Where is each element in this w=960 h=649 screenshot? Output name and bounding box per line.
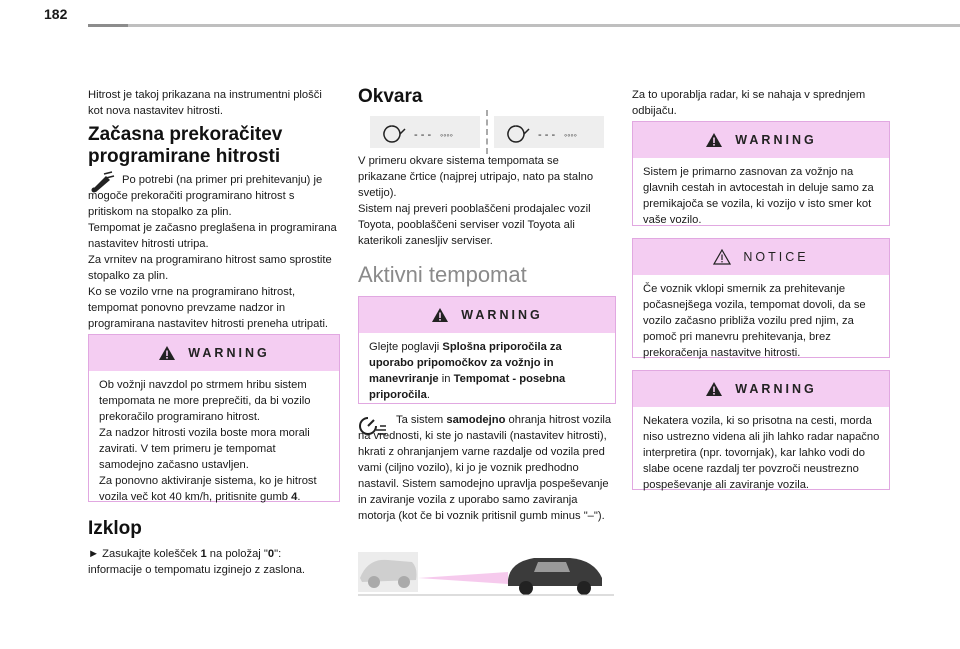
svg-text:- - -: - - -: [538, 129, 556, 141]
page-number: 182: [44, 6, 68, 22]
warning-header: [633, 371, 889, 407]
a-pre: Ta sistem: [396, 414, 447, 426]
warning-label: WARNING: [188, 346, 270, 360]
a-post: ohranja hitrost vozila na vrednosti, ki ste jo nastavili (nastavitev hitrosti), hkrati z ohranjanjem varne razdalje od vozila pred vami (ciljno vozilo), ki jo je voznik predhodno nastavil. Sistem samodejno upravlja pospeševanje in zaviranje vozila z uporabo samo zaviranja motorja (kot če bi voznik pritisnil gumb minus "–").: [358, 414, 612, 522]
svg-text:◦◦◦◦: ◦◦◦◦: [564, 130, 577, 140]
w-b2: Tempomat - posebna priporočila: [369, 373, 566, 401]
header-rule: [88, 24, 960, 27]
warning-box-general: [358, 296, 616, 404]
warning-triangle-icon: [158, 345, 176, 361]
overspeed-body: Po potrebi (na primer pri prehitevanju) je mogoče prekoračiti programirano hitrost s pritiskom na stopalko za plin. Tempomat je začasno preglašena in programirana nastavitev hitrosti utripa. Za vrnitev na programirano hitrost samo sprostite stopalko za plin. Ko se vozilo vrne na programirano hitrost, tempomat ponovno prevzame nadzor in programirana nastavitev hitrosti preneha utripati.: [88, 174, 337, 330]
warning-box-radar: [632, 370, 890, 490]
svg-text:- - -: - - -: [414, 129, 432, 141]
fault-body: V primeru okvare sistema tempomata se prikazane črtice (najprej utripajo, nato pa stalno svetijo). Sistem naj preveri pooblaščeni prodajalec vozil Toyota, pooblaščeni serviser vozil Toyota ali katerikoli zanesljiv serviser.: [358, 155, 594, 247]
w-end: .: [426, 389, 430, 401]
radar-illustration: [358, 548, 614, 598]
warning-label: WARNING: [461, 308, 543, 322]
w-mid: in: [438, 373, 454, 385]
radar-text: Za to uporablja radar, ki se nahaja v sprednjem odbijaču.: [632, 89, 866, 117]
warning-body: Nekatera vozila, ki so prisotna na cesti, morda niso ustrezno videna ali jih lahko radar napačno interpretira (npr. tovornjak), kar lahko vodi do slabe ocene razdalj ter povzroči neustrezno pospeševanje ali zaviranje vozila.: [643, 415, 880, 491]
warning-label: WARNING: [735, 133, 817, 147]
warning-header: [89, 335, 339, 371]
notice-header: [633, 239, 889, 275]
warning-body: [359, 333, 615, 409]
warning-triangle-icon: [705, 132, 723, 148]
w-b1: Splošna priporočila za uporabo pripomočkov za vožnjo in manevriranje: [369, 341, 562, 385]
notice-body: Če voznik vklopi smernik za prehitevanje počasnejšega vozila, tempomat dovoli, da se vozilo začasno približa vozilu pred njim, za pomoč pri manevru prehitevanja, brez prekoračenja nastavitve hitrosti.: [643, 283, 866, 359]
section-title-active: Aktivni tempomat: [358, 262, 527, 287]
fault-display-2: [494, 116, 604, 148]
warning-label: WARNING: [735, 382, 817, 396]
active-body: [358, 412, 614, 524]
izklop-text: [88, 546, 338, 578]
warning-body: Sistem je primarno zasnovan za vožnjo na glavnih cestah in avtocestah in deluje samo za premikajoča se vozila, ki vozijo v isto smer kot vaše vozilo.: [643, 166, 874, 226]
title-line-2: programirane hitrosti: [88, 146, 281, 167]
section-title-fault: Okvara: [358, 86, 423, 107]
warning-header: [633, 122, 889, 158]
section-title-overspeed: [88, 124, 282, 168]
warning-box-roads: [632, 121, 890, 226]
warning-body: [89, 371, 339, 511]
izklop-b2: 0: [267, 548, 275, 560]
warning-text: Ob vožnji navzdol po strmem hribu sistem tempomata ne more preprečiti, da bi vozilo prekoračilo programirano hitrost. Za nadzor hitrosti vozila boste mora morali zavirati. V tem primeru je tempomat samodejno začasno ustavljen. Za ponovno aktiviranje sistema, ko je hitrost vozila več kot 40 km/h, pritisnite gumb: [99, 379, 317, 503]
notice-box-overtake: [632, 238, 890, 358]
intro-text: Hitrost je takoj prikazana na instrumentni plošči kot nova nastavitev hitrosti.: [88, 89, 322, 117]
w-pre: Glejte poglavji: [369, 341, 443, 353]
section-title-off: Izklop: [88, 518, 142, 539]
warning-triangle-icon: [431, 307, 449, 323]
izklop-mid: na položaj ": [206, 548, 268, 560]
title-line-1: Začasna prekoračitev: [88, 124, 283, 145]
notice-triangle-icon: [713, 249, 731, 265]
button-number: 4: [291, 491, 298, 503]
warning-header: [359, 297, 615, 333]
warning-triangle-icon: [705, 381, 723, 397]
notice-label: NOTICE: [743, 250, 809, 264]
warning-box-downhill: [88, 334, 340, 502]
display-divider: [486, 110, 490, 154]
fault-display-1: [370, 116, 480, 148]
a-b: samodejno: [446, 414, 506, 426]
svg-text:◦◦◦◦: ◦◦◦◦: [440, 130, 453, 140]
izklop-post: ": informacije o tempomatu izginejo z zaslona.: [88, 548, 306, 576]
warning-end: .: [297, 491, 301, 503]
izklop-b1: 1: [200, 548, 207, 560]
izklop-pre: ► Zasukajte kolešček: [88, 548, 201, 560]
